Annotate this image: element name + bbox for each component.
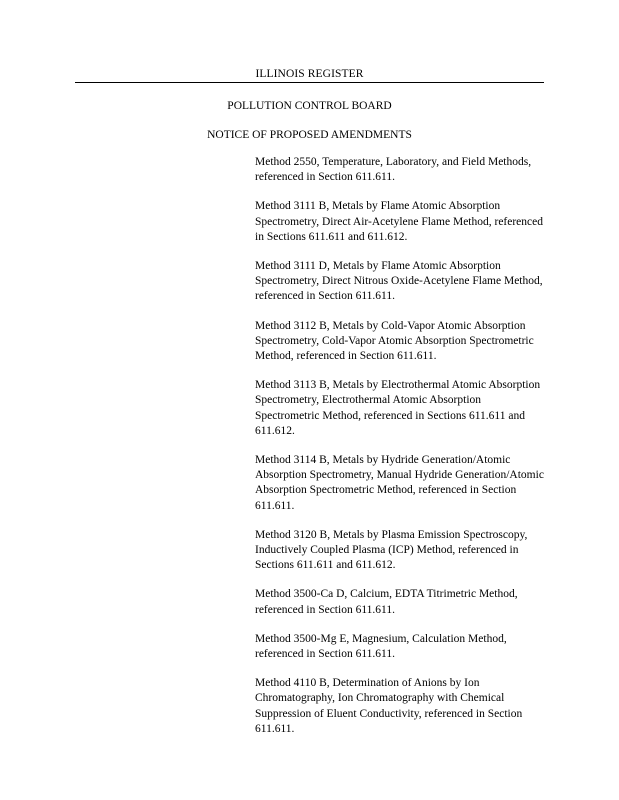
method-item: Method 2550, Temperature, Laboratory, and Field Methods, referenced in Section 611.611. xyxy=(255,156,532,184)
method-item: Method 3500-Mg E, Magnesium, Calculation Method, referenced in Section 611.611. xyxy=(255,632,507,661)
method-item: Method 3111 B, Metals by Flame Atomic Absorption Spectrometry, Direct Air-Acetylene Flame Method, referenced in Sections 611.611 and 611.612. xyxy=(255,200,543,243)
method-item: Method 4110 B, Determination of Anions by Ion Chromatography, Ion Chromatography with Chemical Suppression of Eluent Conductivity, referenced in Section 611.611. xyxy=(255,677,523,735)
header-rule xyxy=(75,82,544,83)
method-list xyxy=(255,155,545,751)
method-item: Method 3114 B, Metals by Hydride Generation/Atomic Absorption Spectrometry, Manual Hydride Generation/Atomic Absorption Spectrometric Method, referenced in Section 611.611. xyxy=(255,454,544,512)
method-item: Method 3111 D, Metals by Flame Atomic Absorption Spectrometry, Direct Nitrous Oxide-Acetylene Flame Method, referenced in Section 611.611. xyxy=(255,260,543,303)
register-title: ILLINOIS REGISTER xyxy=(255,68,364,80)
method-item: Method 3120 B, Metals by Plasma Emission Spectroscopy, Inductively Coupled Plasma (ICP) Method, referenced in Sections 611.611 and 611.612. xyxy=(255,528,528,572)
board-name: POLLUTION CONTROL BOARD xyxy=(227,100,392,112)
method-item: Method 3113 B, Metals by Electrothermal Atomic Absorption Spectrometry, Electrothermal Atomic Absorption Spectrometric Method, referenced in Sections 611.611 and 611.612. xyxy=(255,379,541,437)
notice-heading: NOTICE OF PROPOSED AMENDMENTS xyxy=(207,129,412,141)
method-item: Method 3500-Ca D, Calcium, EDTA Titrimetric Method, referenced in Section 611.611. xyxy=(255,588,518,616)
method-item: Method 3112 B, Metals by Cold-Vapor Atomic Absorption Spectrometry, Cold-Vapor Atomic Absorption Spectrometric Method, referenced in Section 611.611. xyxy=(255,319,534,363)
